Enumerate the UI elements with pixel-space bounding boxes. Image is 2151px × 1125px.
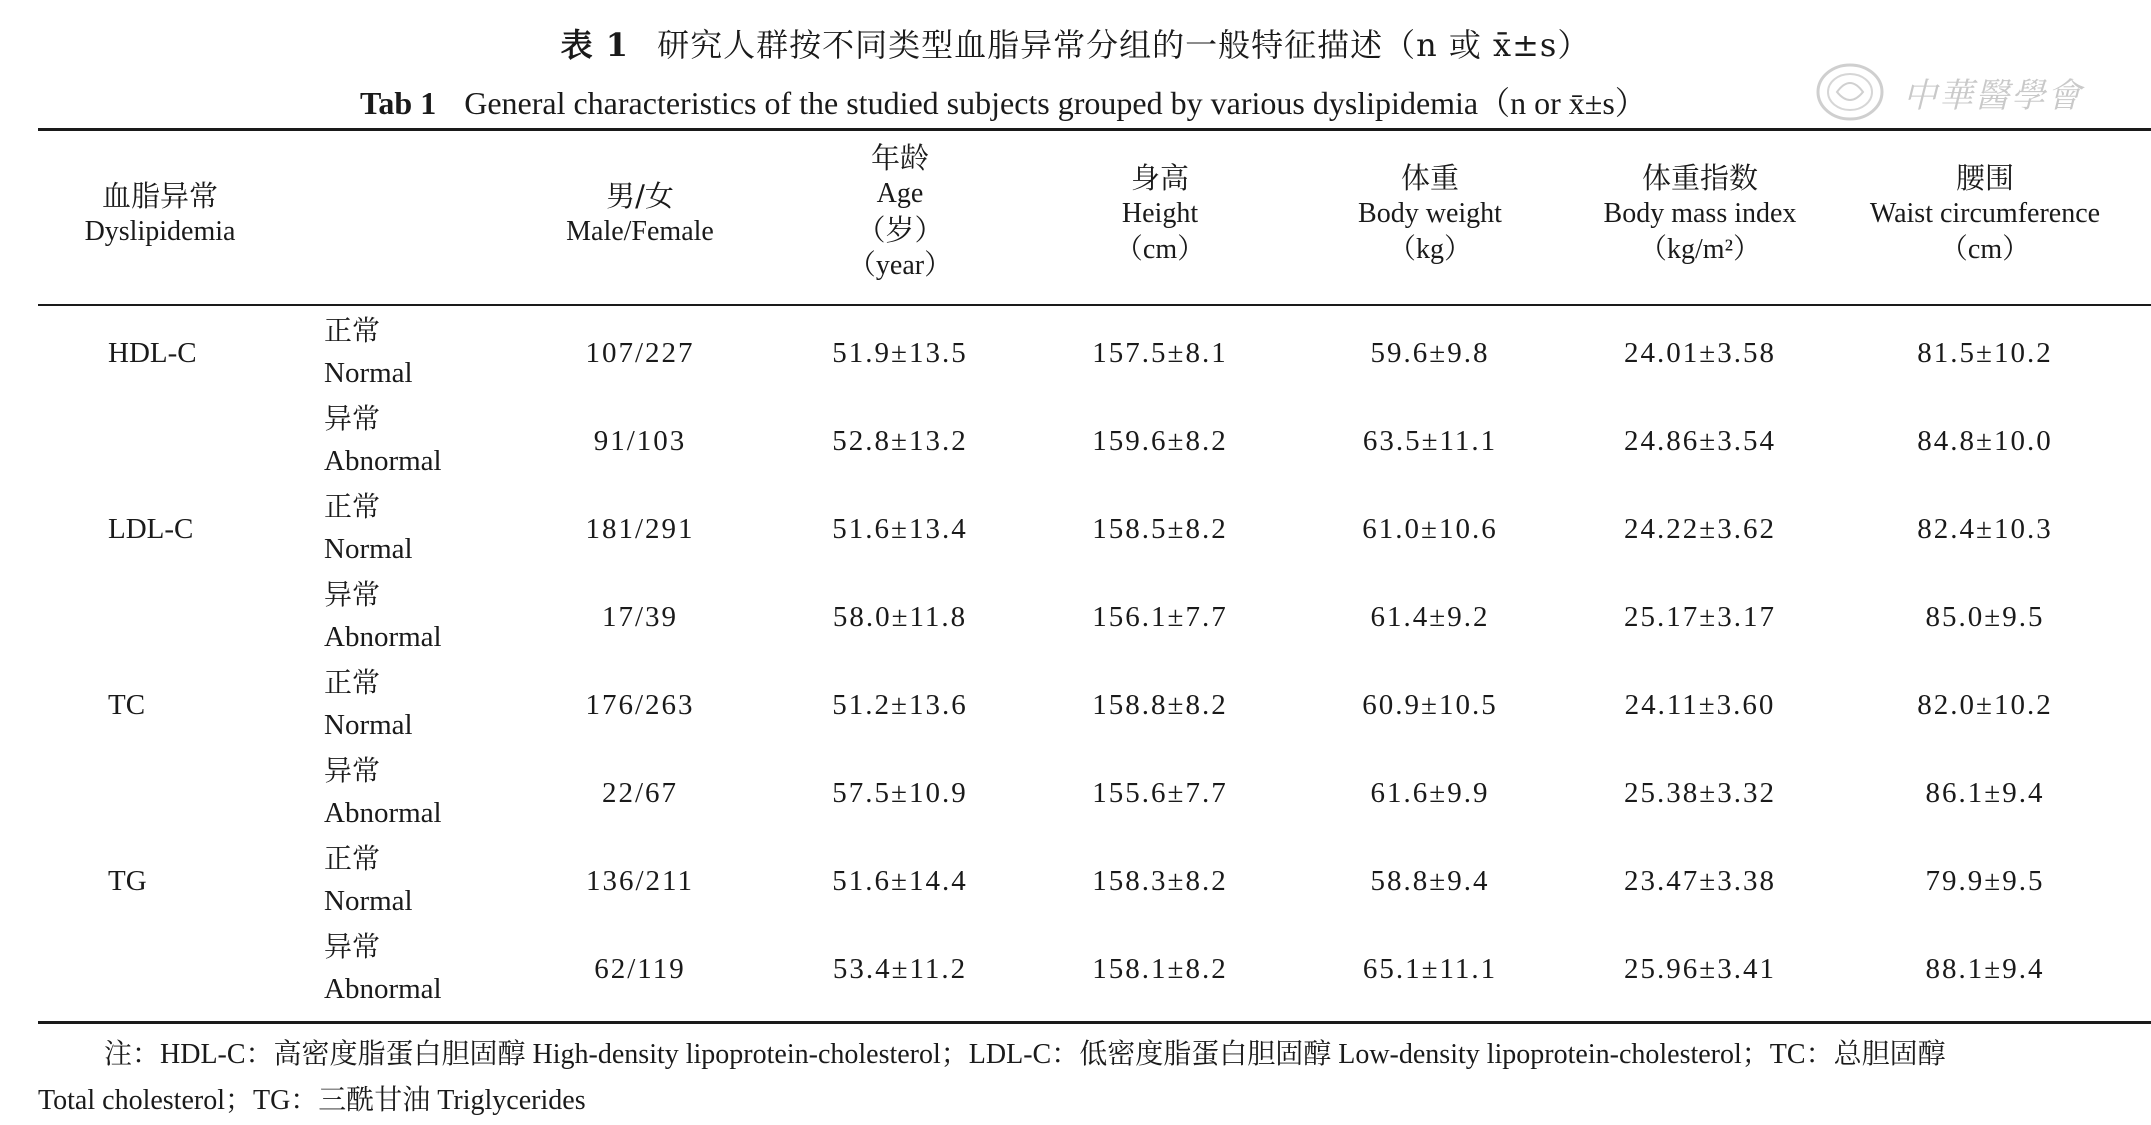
cell-waist: 82.0±10.2 [1917,689,2053,721]
cell-height: 156.1±7.7 [1092,601,1228,633]
cell-bmi: 24.11±3.60 [1624,689,1776,721]
row-status-cn: 正常 [324,842,381,875]
header-height [1060,160,1260,268]
row-status-en: Normal [324,885,413,917]
header-waist [1840,160,2130,268]
header-weight-unit: （kg） [1387,234,1472,265]
header-weight-cn: 体重 [1400,161,1459,195]
row-status-cn: 异常 [324,930,381,963]
cell-bmi: 23.47±3.38 [1624,865,1776,897]
table-row [38,310,2151,398]
cell-sex: 91/103 [593,425,687,457]
table-label-en: Tab 1 [360,85,437,121]
table-row [38,486,2151,574]
header-waist-en: Waist circumference [1869,198,2101,229]
header-bmi-en: Body mass index [1603,198,1797,229]
header-height-en: Height [1121,198,1199,229]
cell-sex: 22/67 [601,777,679,809]
header-height-unit: （cm） [1114,234,1206,265]
header-dyslipidemia-cn: 血脂异常 [101,179,218,213]
row-status [324,574,442,658]
row-group-label: TC [108,689,146,721]
cell-waist: 86.1±9.4 [1925,777,2045,809]
table-footnote [38,1032,2151,1124]
row-status [324,398,442,482]
row-status [324,310,413,394]
cell-age: 58.0±11.8 [832,601,968,633]
cell-age: 57.5±10.9 [832,777,968,809]
cell-sex: 136/211 [586,865,694,897]
header-sex [530,178,750,250]
row-status-en: Abnormal [324,973,442,1005]
cell-bmi: 25.38±3.32 [1624,777,1776,809]
row-status-en: Normal [324,709,413,741]
row-status-cn: 正常 [324,666,381,699]
cell-age: 53.4±11.2 [832,953,968,985]
cell-bmi: 24.86±3.54 [1624,425,1776,457]
table-caption-en: General characteristics of the studied subjects grouped by various dyslipidemia（n or x̄±s） [464,85,1647,121]
header-waist-unit: （cm） [1939,234,2031,265]
cell-sex: 62/119 [594,953,686,985]
header-weight-en: Body weight [1358,198,1502,229]
row-status-cn: 异常 [324,578,381,611]
cell-waist: 84.8±10.0 [1917,425,2053,457]
table-top-rule [38,128,2151,131]
cell-age: 52.8±13.2 [832,425,968,457]
table-title-en [360,78,1647,124]
row-status [324,750,442,834]
cell-waist: 88.1±9.4 [1925,953,2045,985]
row-status-en: Normal [324,357,413,389]
footnote-line-1: 注：HDL-C：高密度脂蛋白胆固醇 High-density lipoprotein-cholesterol；LDL-C：低密度脂蛋白胆固醇 Low-density lipoprotein-cholesterol；TC：总胆固醇 [104,1039,1946,1070]
table-header-rule [38,304,2151,306]
cell-height: 155.6±7.7 [1092,777,1228,809]
table-title-cn [0,20,2151,66]
row-status-en: Normal [324,533,413,565]
cell-waist: 81.5±10.2 [1917,337,2053,369]
row-status [324,926,442,1010]
cell-height: 158.1±8.2 [1092,953,1228,985]
cell-weight: 60.9±10.5 [1362,689,1498,721]
row-status-cn: 正常 [324,490,381,523]
row-status [324,662,413,746]
cell-age: 51.6±14.4 [832,865,968,897]
header-waist-cn: 腰围 [1955,161,2014,195]
cell-age: 51.9±13.5 [832,337,968,369]
header-bmi-cn: 体重指数 [1641,161,1758,195]
header-age [800,140,1000,284]
footnote-line-2: Total cholesterol；TG：三酰甘油 Triglycerides [38,1085,586,1116]
header-bmi-unit: （kg/m²） [1639,234,1761,265]
row-status-en: Abnormal [324,445,442,477]
cell-weight: 59.6±9.8 [1370,337,1490,369]
header-age-cn: 年龄 [870,141,929,175]
cell-bmi: 24.01±3.58 [1624,337,1776,369]
header-weight [1310,160,1550,268]
header-age-unit-en: （year） [847,250,953,281]
cell-sex: 107/227 [585,337,695,369]
cell-waist: 85.0±9.5 [1925,601,2045,633]
row-status-cn: 异常 [324,754,381,787]
header-bmi [1560,160,1840,268]
header-sex-en: Male/Female [566,216,714,247]
header-height-cn: 身高 [1130,161,1189,195]
cell-weight: 58.8±9.4 [1370,865,1490,897]
cell-bmi: 24.22±3.62 [1624,513,1776,545]
header-dyslipidemia [50,178,270,250]
header-age-unit-cn: （岁） [856,213,944,247]
cell-weight: 63.5±11.1 [1362,425,1498,457]
row-status-en: Abnormal [324,621,442,653]
table-caption-cn: 研究人群按不同类型血脂异常分组的一般特征描述（n 或 x̄±s） [657,26,1591,64]
cell-height: 158.5±8.2 [1092,513,1228,545]
cell-height: 158.3±8.2 [1092,865,1228,897]
header-sex-cn: 男/女 [606,179,674,213]
row-group-label: LDL-C [108,513,194,545]
watermark-text: 中華醫學會 [1903,75,2083,116]
society-seal-icon [1815,62,1885,122]
row-status-cn: 正常 [324,314,381,347]
table-row [38,398,2151,486]
cell-weight: 65.1±11.1 [1362,953,1498,985]
cell-sex: 176/263 [585,689,695,721]
row-status [324,838,413,922]
cell-height: 159.6±8.2 [1092,425,1228,457]
row-group-label: TG [108,865,147,897]
cell-waist: 82.4±10.3 [1917,513,2053,545]
row-status [324,486,413,570]
cell-height: 157.5±8.1 [1092,337,1228,369]
cell-height: 158.8±8.2 [1092,689,1228,721]
table-bottom-rule [38,1021,2151,1024]
table-row [38,574,2151,662]
table-row [38,838,2151,926]
cell-age: 51.6±13.4 [832,513,968,545]
cell-age: 51.2±13.6 [832,689,968,721]
cell-weight: 61.4±9.2 [1370,601,1490,633]
table-label-cn: 表 1 [560,26,630,64]
row-status-en: Abnormal [324,797,442,829]
header-age-en: Age [876,178,924,209]
cell-waist: 79.9±9.5 [1925,865,2045,897]
cell-bmi: 25.96±3.41 [1624,953,1776,985]
cell-sex: 181/291 [585,513,695,545]
header-dyslipidemia-en: Dyslipidemia [84,216,236,247]
cell-sex: 17/39 [601,601,679,633]
row-status-cn: 异常 [324,402,381,435]
table-row [38,750,2151,838]
row-group-label: HDL-C [108,337,197,369]
table-row [38,662,2151,750]
cell-weight: 61.0±10.6 [1362,513,1498,545]
watermark [1815,62,2083,122]
table-row [38,926,2151,1014]
cell-weight: 61.6±9.9 [1370,777,1490,809]
cell-bmi: 25.17±3.17 [1624,601,1776,633]
